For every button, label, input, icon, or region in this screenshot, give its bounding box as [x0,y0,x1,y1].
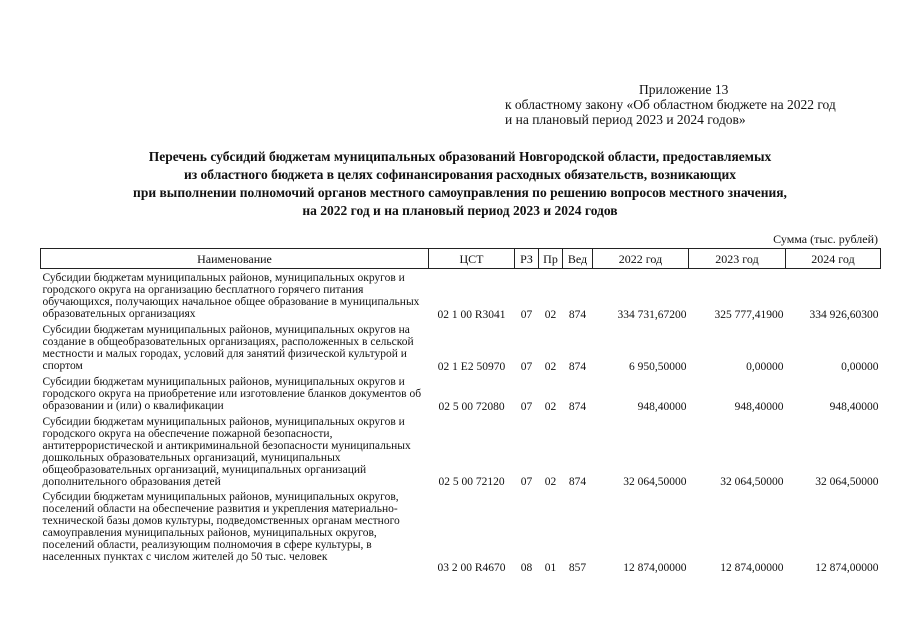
table-row [41,413,881,488]
row-ved: 857 [568,561,587,574]
row-pr: 01 [544,561,557,574]
row-2022: 12 874,00000 [623,561,687,574]
row-ved: 874 [568,360,587,373]
row-2022: 32 064,50000 [623,475,687,488]
row-ved: 874 [568,475,587,488]
table-row [41,373,881,413]
row-cst: 02 1 00 R3041 [437,308,506,321]
row-pr: 02 [544,400,557,413]
header-rz: РЗ [515,249,539,269]
row-pr: 02 [544,360,557,373]
title-line-2: из областного бюджета в целях софинансирования расходных обязательств, возникающих [183,167,737,182]
header-ved: Вед [563,249,593,269]
header-pr: Пр [539,249,563,269]
document-title [40,148,880,220]
row-pr: 02 [544,475,557,488]
row-pr: 02 [544,308,557,321]
row-name: Субсидии бюджетам муниципальных районов, муниципальных округов и городского округа на приобретение или изготовление бланков документов об образовании и (или) о квалификации [42,375,422,412]
row-rz: 08 [520,561,533,574]
table-row [41,488,881,574]
header-cst: ЦСТ [429,249,515,269]
row-2024: 948,40000 [829,400,879,413]
row-2024: 0,00000 [841,360,879,373]
header-name: Наименование [41,249,429,269]
table-header-row [41,249,881,269]
appendix-law-line-2: и на плановый период 2023 и 2024 годов» [505,112,746,127]
row-2023: 12 874,00000 [720,561,784,574]
subsidies-table [40,248,881,574]
row-rz: 07 [520,360,533,373]
title-line-3: при выполнении полномочий органов местного самоуправления по решению вопросов местного значения, [133,185,787,200]
header-2022: 2022 год [593,249,689,269]
row-name: Субсидии бюджетам муниципальных районов, муниципальных округов на создание в общеобразовательных организациях, расположенных в сельской местности и малых городах, условий для занятий физической культурой и спортом [42,323,414,372]
table-row [41,269,881,321]
row-2024: 12 874,00000 [815,561,879,574]
row-2022: 948,40000 [637,400,687,413]
row-2022: 6 950,50000 [629,360,687,373]
row-name: Субсидии бюджетам муниципальных районов, муниципальных округов и городского округа на обеспечение пожарной безопасности, антитеррористической и антикриминальной безопасности муниципальных дошкольных образовательных организаций, муниципальных общеобразовательных организаций, муниципальных организаций дополнительного образования детей [42,415,411,488]
appendix-block [505,82,895,127]
row-2023: 325 777,41900 [714,308,784,321]
row-2022: 334 731,67200 [617,308,687,321]
row-cst: 02 5 00 72120 [438,475,505,488]
row-2023: 948,40000 [734,400,784,413]
units-note: Сумма (тыс. рублей) [773,232,878,246]
row-cst: 02 5 00 72080 [438,400,505,413]
row-name: Субсидии бюджетам муниципальных районов, муниципальных округов, поселений области на обеспечение развития и укрепления материально-технической базы домов культуры, подведомственных органам местного самоуправления муниципальных районов, муниципальных округов, поселений области, реализующим полномочия в сфере культуры, в населенных пунктах с числом жителей до 50 тыс. человек [42,490,400,563]
table-row [41,321,881,373]
title-line-4: на 2022 год и на плановый период 2023 и 2024 годов [302,203,618,218]
header-2024: 2024 год [786,249,881,269]
header-2023: 2023 год [689,249,786,269]
row-2024: 32 064,50000 [815,475,879,488]
title-line-1: Перечень субсидий бюджетам муниципальных образований Новгородской области, предоставляемых [148,149,772,164]
row-cst: 03 2 00 R4670 [437,561,506,574]
row-cst: 02 1 E2 50970 [437,360,506,373]
appendix-law-line-1: к областному закону «Об областном бюджете на 2022 год [505,97,836,112]
row-2023: 0,00000 [746,360,784,373]
row-2024: 334 926,60300 [809,308,879,321]
row-name: Субсидии бюджетам муниципальных районов, муниципальных округов и городского округа на организацию бесплатного горячего питания обучающихся, получающих начальное общее образование в муниципальных образовательных организациях [42,272,420,320]
appendix-number: Приложение 13 [639,82,729,97]
row-2023: 32 064,50000 [720,475,784,488]
row-rz: 07 [520,400,533,413]
row-rz: 07 [520,308,533,321]
row-rz: 07 [520,475,533,488]
row-ved: 874 [568,400,587,413]
row-ved: 874 [568,308,587,321]
